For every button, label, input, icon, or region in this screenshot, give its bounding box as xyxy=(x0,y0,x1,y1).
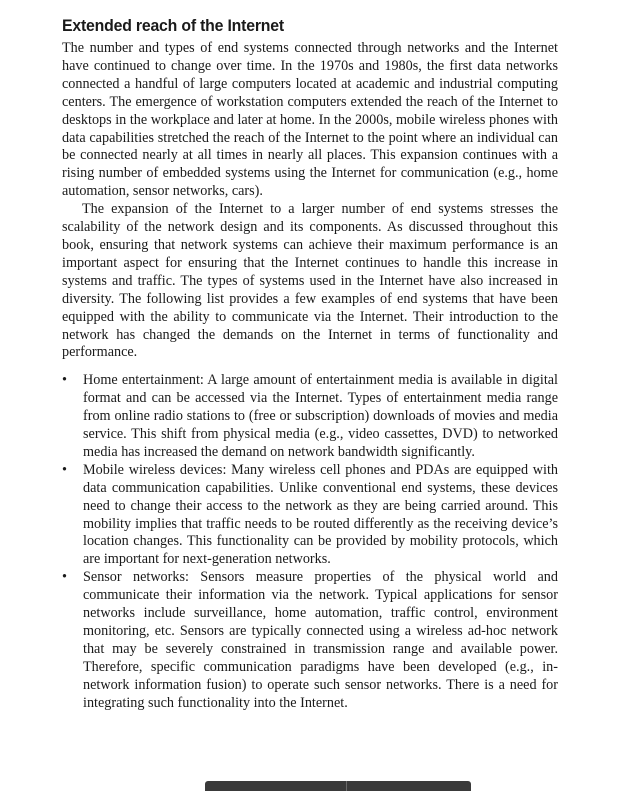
list-item-text: Mobile wireless devices: Many wireless cell phones and PDAs are equipped with data communication capabilities. Unlike conventional end systems, these devices need to change their access to the network as they are being carried around. This mobility implies that traffic needs to be routed differently as the receiving device’s location changes. This functionality can be provided by mobility protocols, which are important for next-generation networks. xyxy=(83,461,558,568)
bullet-icon: • xyxy=(62,569,67,586)
list-item-text: Home entertainment: A large amount of entertainment media is available in digital format and can be accessed via the Internet. Types of entertainment media range from online radio stations to (free or subscription) downloads of movies and media service. This shift from physical media (e.g., video cassettes, DVD) to networked media has increased the demand on network bandwidth significantly. xyxy=(83,372,558,460)
toolbar-divider xyxy=(346,781,347,791)
section-heading: Extended reach of the Internet xyxy=(62,16,284,35)
bullet-list xyxy=(62,372,558,712)
paragraph-1: The number and types of end systems connected through networks and the Internet have continued to change over time. In the 1970s and 1980s, the first data networks connected a handful of large computers located at academic and industrial computing centers. The emergence of workstation computers extended the reach of the Internet to desktops in the workplace and later at home. In the 2000s, mobile wireless phones with data capabilities stretched the reach of the Internet to the point where an individual can be connected nearly at all times in nearly all places. This expansion continues with a rising number of embedded systems using the Internet for communication (e.g., home automation, sensor networks, cars). xyxy=(62,40,558,200)
paragraph-2: The expansion of the Internet to a larger number of end systems stresses the scalability of the network design and its components. As discussed throughout this book, ensuring that network systems can achieve their maximum performance is an important aspect for ensuring that the Internet continues to handle this increase in systems and traffic. The types of systems used in the Internet have also increased in diversity. The following list provides a few examples of end systems that have been equipped with the ability to communicate via the Internet. Their introduction to the network has changed the demands on the Internet in terms of functionality and performance. xyxy=(62,201,558,361)
list-item xyxy=(62,462,558,569)
list-item xyxy=(62,569,558,712)
viewer-toolbar-edge xyxy=(205,781,471,791)
list-item xyxy=(62,372,558,462)
bullet-icon: • xyxy=(62,461,67,478)
bullet-icon: • xyxy=(62,372,67,389)
page-content xyxy=(62,14,558,713)
list-item-text: Sensor networks: Sensors measure properties of the physical world and communicate their information via the network. Typical applications for sensor networks include surveillance, home automation, traffic control, environment monitoring, etc. Sensors are typically connected using a wireless ad-hoc network that may be severely constrained in transmission range and available power. Therefore, specific communication paradigms have been developed (e.g., in-network information fusion) to operate such sensor networks. There is a need for integrating such functionality into the Internet. xyxy=(83,569,558,711)
